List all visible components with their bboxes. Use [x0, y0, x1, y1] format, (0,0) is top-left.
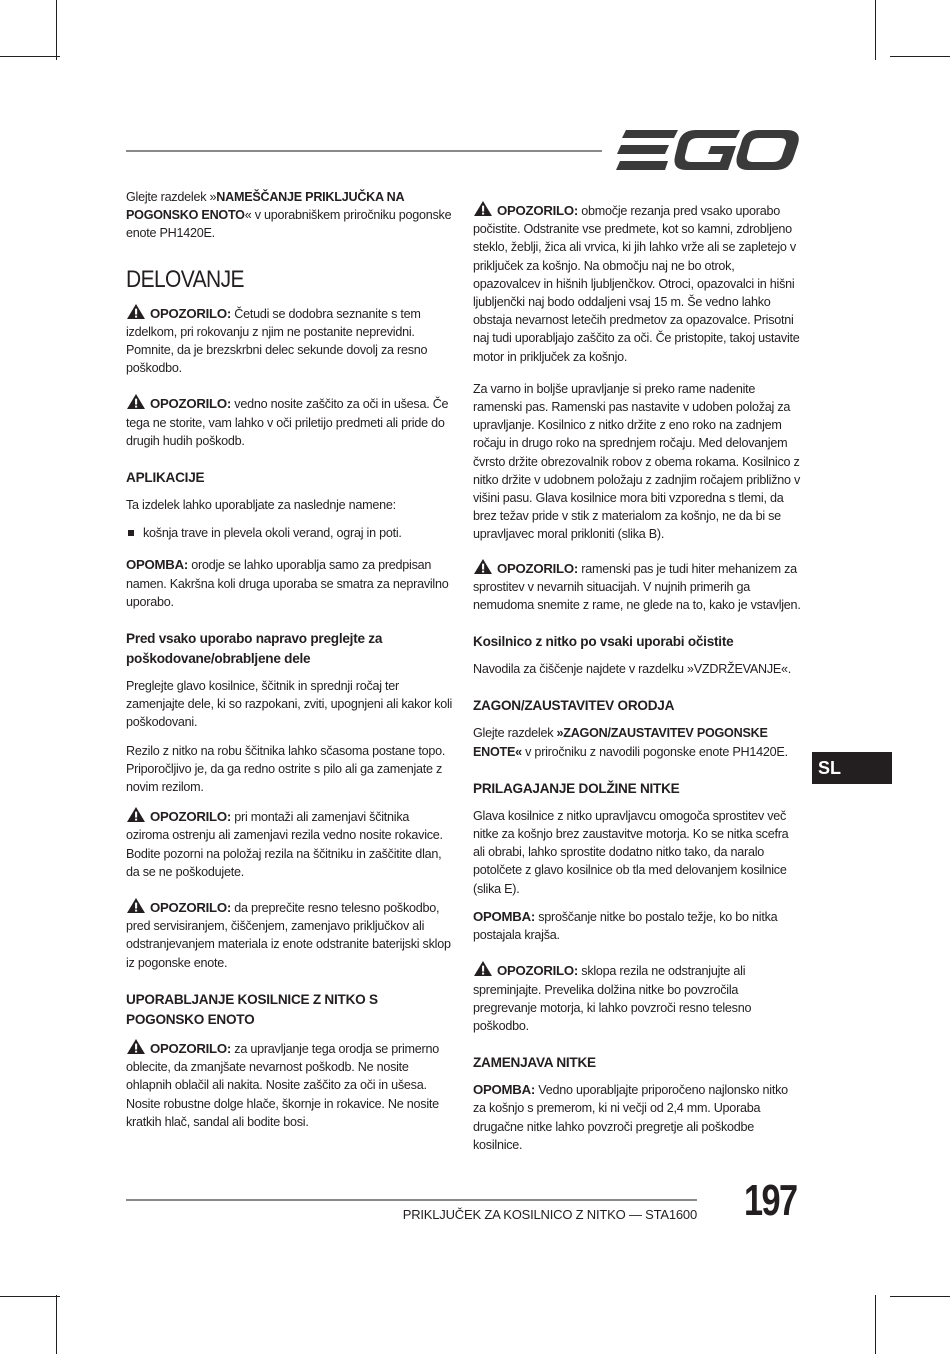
page-number: 197 — [744, 1176, 797, 1225]
crop-mark — [875, 0, 876, 60]
warning-paragraph — [126, 1038, 454, 1131]
note-text: orodje se lahko uporablja samo za predpisan namen. Kakršna koli druga uporaba se smatra za nepravilno uporabo. — [126, 558, 449, 609]
heading-applications: APLIKACIJE — [126, 470, 205, 486]
warning-icon — [126, 303, 146, 320]
warning-text: da preprečite resno telesno poškodbo, pred servisiranjem, čiščenjem, zamenjavo priključkov ali odstranjevanjem materiala iz enote odstranite baterijski sklop iz pogonske enote. — [126, 901, 451, 970]
warning-icon — [473, 960, 493, 977]
intro-text: Glejte razdelek » — [126, 190, 217, 204]
crop-mark — [875, 1295, 876, 1354]
note-text: Vedno uporabljajte priporočeno najlonsko nitko za košnjo s premerom, ki ni večji od 2,4 mm. Uporaba drugačne nitke lahko povzroči pregretje ali poškodbe kosilnice. — [473, 1083, 788, 1152]
warning-icon — [126, 806, 146, 823]
warning-icon — [473, 558, 493, 575]
crop-mark — [56, 1295, 57, 1354]
warning-text: sklopa rezila ne odstranjujte ali spreminjajte. Prevelika dolžina nitke bo povzročila pregrevanje motorja, ki lahko povzroči resno telesno poškodbo. — [473, 964, 752, 1033]
applications-list — [126, 524, 454, 542]
warning-label: OPOZORILO: — [150, 900, 232, 916]
note-label: OPOMBA: — [473, 1082, 535, 1098]
note-label: OPOMBA: — [126, 557, 188, 573]
footer-rule — [126, 1199, 697, 1201]
heading-clean: Kosilnico z nitko po vsaki uporabi očistite — [473, 634, 734, 650]
heading-using: UPORABLJANJE KOSILNICE Z NITKO S POGONSKO ENOTO — [126, 991, 378, 1027]
warning-paragraph — [473, 558, 801, 615]
warning-icon — [126, 1038, 146, 1055]
warning-label: OPOZORILO: — [150, 1040, 232, 1056]
footer-title: PRIKLJUČEK ZA KOSILNICO Z NITKO — STA1600 — [402, 1207, 697, 1222]
language-tab: SL — [812, 752, 892, 784]
crop-mark — [56, 0, 57, 60]
clean-paragraph: Navodila za čiščenje najdete v razdelku »VZDRŽEVANJE«. — [473, 662, 792, 677]
warning-icon — [126, 897, 146, 914]
intro-paragraph — [126, 188, 454, 243]
warning-text: pri montaži ali zamenjavi ščitnika oziroma ostrenju ali zamenjavi rezila vedno nosite rokavice. Bodite pozorni na položaj rezila na ščitniku in zaščitite dlan, da se ne poškodujete. — [126, 810, 443, 879]
inspect-paragraph: Preglejte glavo kosilnice, ščitnik in sprednji ročaj ter zamenjajte dele, ki so razpokani, zviti, upognjeni ali kakor koli poškodovani. — [126, 679, 453, 730]
intro-bold: NAMEŠČANJE PRIKLJUČKA NA POGONSKO ENOTO — [126, 190, 404, 223]
crop-mark — [890, 56, 950, 57]
crop-mark — [890, 1296, 950, 1297]
adjust-paragraph: Glava kosilnice z nitko upravljavcu omogoča sprostitev več nitke za košnjo brez zaustavitve motorja. Ko se nitka scefra ali obrabi, lahko sprostite dodatno nitko tako, da naralo potolčete z glavo kosilnice ob tla med delovanjem kosilnice (slika E). — [473, 808, 789, 896]
start-bold: »ZAGON/ZAUSTAVITEV POGONSKE ENOTE« — [473, 726, 768, 759]
list-item: košnja trave in plevela okoli verand, ograj in poti. — [126, 524, 454, 542]
warning-paragraph — [473, 960, 801, 1035]
warning-label: OPOZORILO: — [150, 809, 232, 825]
warning-label: OPOZORILO: — [497, 560, 579, 576]
heading-inspect: Pred vsako uporabo napravo preglejte za poškodovane/obrabljene dele — [126, 631, 383, 667]
warning-icon — [473, 200, 493, 217]
warning-text: ramenski pas je tudi hiter mehanizem za sprostitev v nevarnih situacijah. V nujnih primerih ga nemudoma snemite z rame, ne glede na to, kako je vstavljen. — [473, 561, 801, 613]
warning-label: OPOZORILO: — [497, 963, 579, 979]
applications-intro: Ta izdelek lahko uporabljate za naslednje namene: — [126, 498, 396, 513]
header-rule — [126, 150, 602, 152]
section-heading-operation: DELOVANJE — [126, 265, 244, 293]
ego-logo — [616, 128, 800, 172]
note-label: OPOMBA: — [473, 908, 535, 924]
warning-text: Četudi se dodobra seznanite s tem izdelkom, pri rokovanju z njim ne postanite neprevidni. Pomnite, da je brezskrbni delec sekunde dovolj za resno poškodbo. — [126, 306, 428, 376]
right-column — [473, 200, 801, 1164]
warning-paragraph — [126, 393, 454, 450]
start-text: Glejte razdelek — [473, 726, 557, 741]
inspect-paragraph: Rezilo z nitko na robu ščitnika lahko sčasoma postane topo. Priporočljivo je, da ga redno ostrite s pilo ali ga zamenjate z novim rezilom. — [126, 743, 446, 795]
note-paragraph — [473, 908, 801, 944]
note-text: sproščanje nitke bo postalo težje, ko bo nitka postajala krajša. — [473, 909, 778, 943]
heading-start: ZAGON/ZAUSTAVITEV ORODJA — [473, 698, 675, 714]
warning-label: OPOZORILO: — [150, 305, 232, 321]
left-column — [126, 188, 454, 1141]
heading-replace: ZAMENJAVA NITKE — [473, 1055, 596, 1071]
warning-paragraph — [126, 806, 454, 881]
warning-text: za upravljanje tega orodja se primerno oblecite, da zmanjšate nevarnost poškodb. Ne nosite ohlapnih oblačil ali nakita. Nosite zaščito za oči in ušesa. Nosite robustne dolge hlače, škornje in rokavice. Ne nosite kratkih hlač, sandal ali bodite bosi. — [126, 1041, 439, 1129]
warning-paragraph — [473, 200, 801, 366]
start-paragraph — [473, 724, 801, 760]
warning-text: območje rezanja pred vsako uporabo počistite. Odstranite vse predmete, kot so kamni, zdrobljeno steklo, žeblji, žica ali vrvica, ki jih lahko vrže ali se zapletejo v priključek za košnjo. Na območju naj ne bo otrok, opazovalcev in hišnih ljubljenčkov. Otroci, opazovalci in hišni ljubljenčki naj bodo oddaljeni vsaj 15 m. Še vedno lahko obstaja nevarnost letečih predmetov za opazovalce. Prisotni naj tudi uporabljajo zaščito za oči. Če pristopite, takoj ustavite motor in priključek za košnjo. — [473, 204, 800, 364]
warning-label: OPOZORILO: — [497, 203, 579, 218]
warning-label: OPOZORILO: — [150, 396, 232, 412]
warning-text: vedno nosite zaščito za oči in ušesa. Če tega ne storite, vam lahko v oči priletijo predmeti ali pride do drugih hudih poškodb. — [126, 397, 449, 448]
warning-paragraph — [126, 897, 454, 972]
crop-mark — [0, 56, 60, 57]
crop-mark — [0, 1296, 60, 1297]
warning-icon — [126, 393, 146, 410]
warning-paragraph — [126, 303, 454, 378]
start-text-end: v priročniku z navodili pogonske enote PH1420E. — [521, 744, 788, 759]
heading-adjust: PRILAGAJANJE DOLŽINE NITKE — [473, 780, 680, 796]
intro-text-end: « v uporabniškem priročniku pogonske enote PH1420E. — [126, 208, 452, 241]
note-paragraph — [473, 1081, 801, 1154]
harness-paragraph: Za varno in boljše upravljanje si preko rame nadenite ramenski pas. Ramenski pas nastavite v udoben položaj za upravljanje. Kosilnico z nitko držite z eno roko na zadnjem ročaju in drugo roko na sprednjem ročaju. Med delovanjem čvrsto držite obrezovalnik robov z obema rokama. Kosilnico z nitko držite v udobnem položaju z zadnjim ročajem približno v višini pasu. Glava kosilnice mora biti vzporedna s tlemi, da brez težav pride v stik z materialom za košnjo, ne da bi se upravljavec moral prikloniti (slika B). — [473, 381, 801, 542]
note-paragraph — [126, 556, 454, 611]
